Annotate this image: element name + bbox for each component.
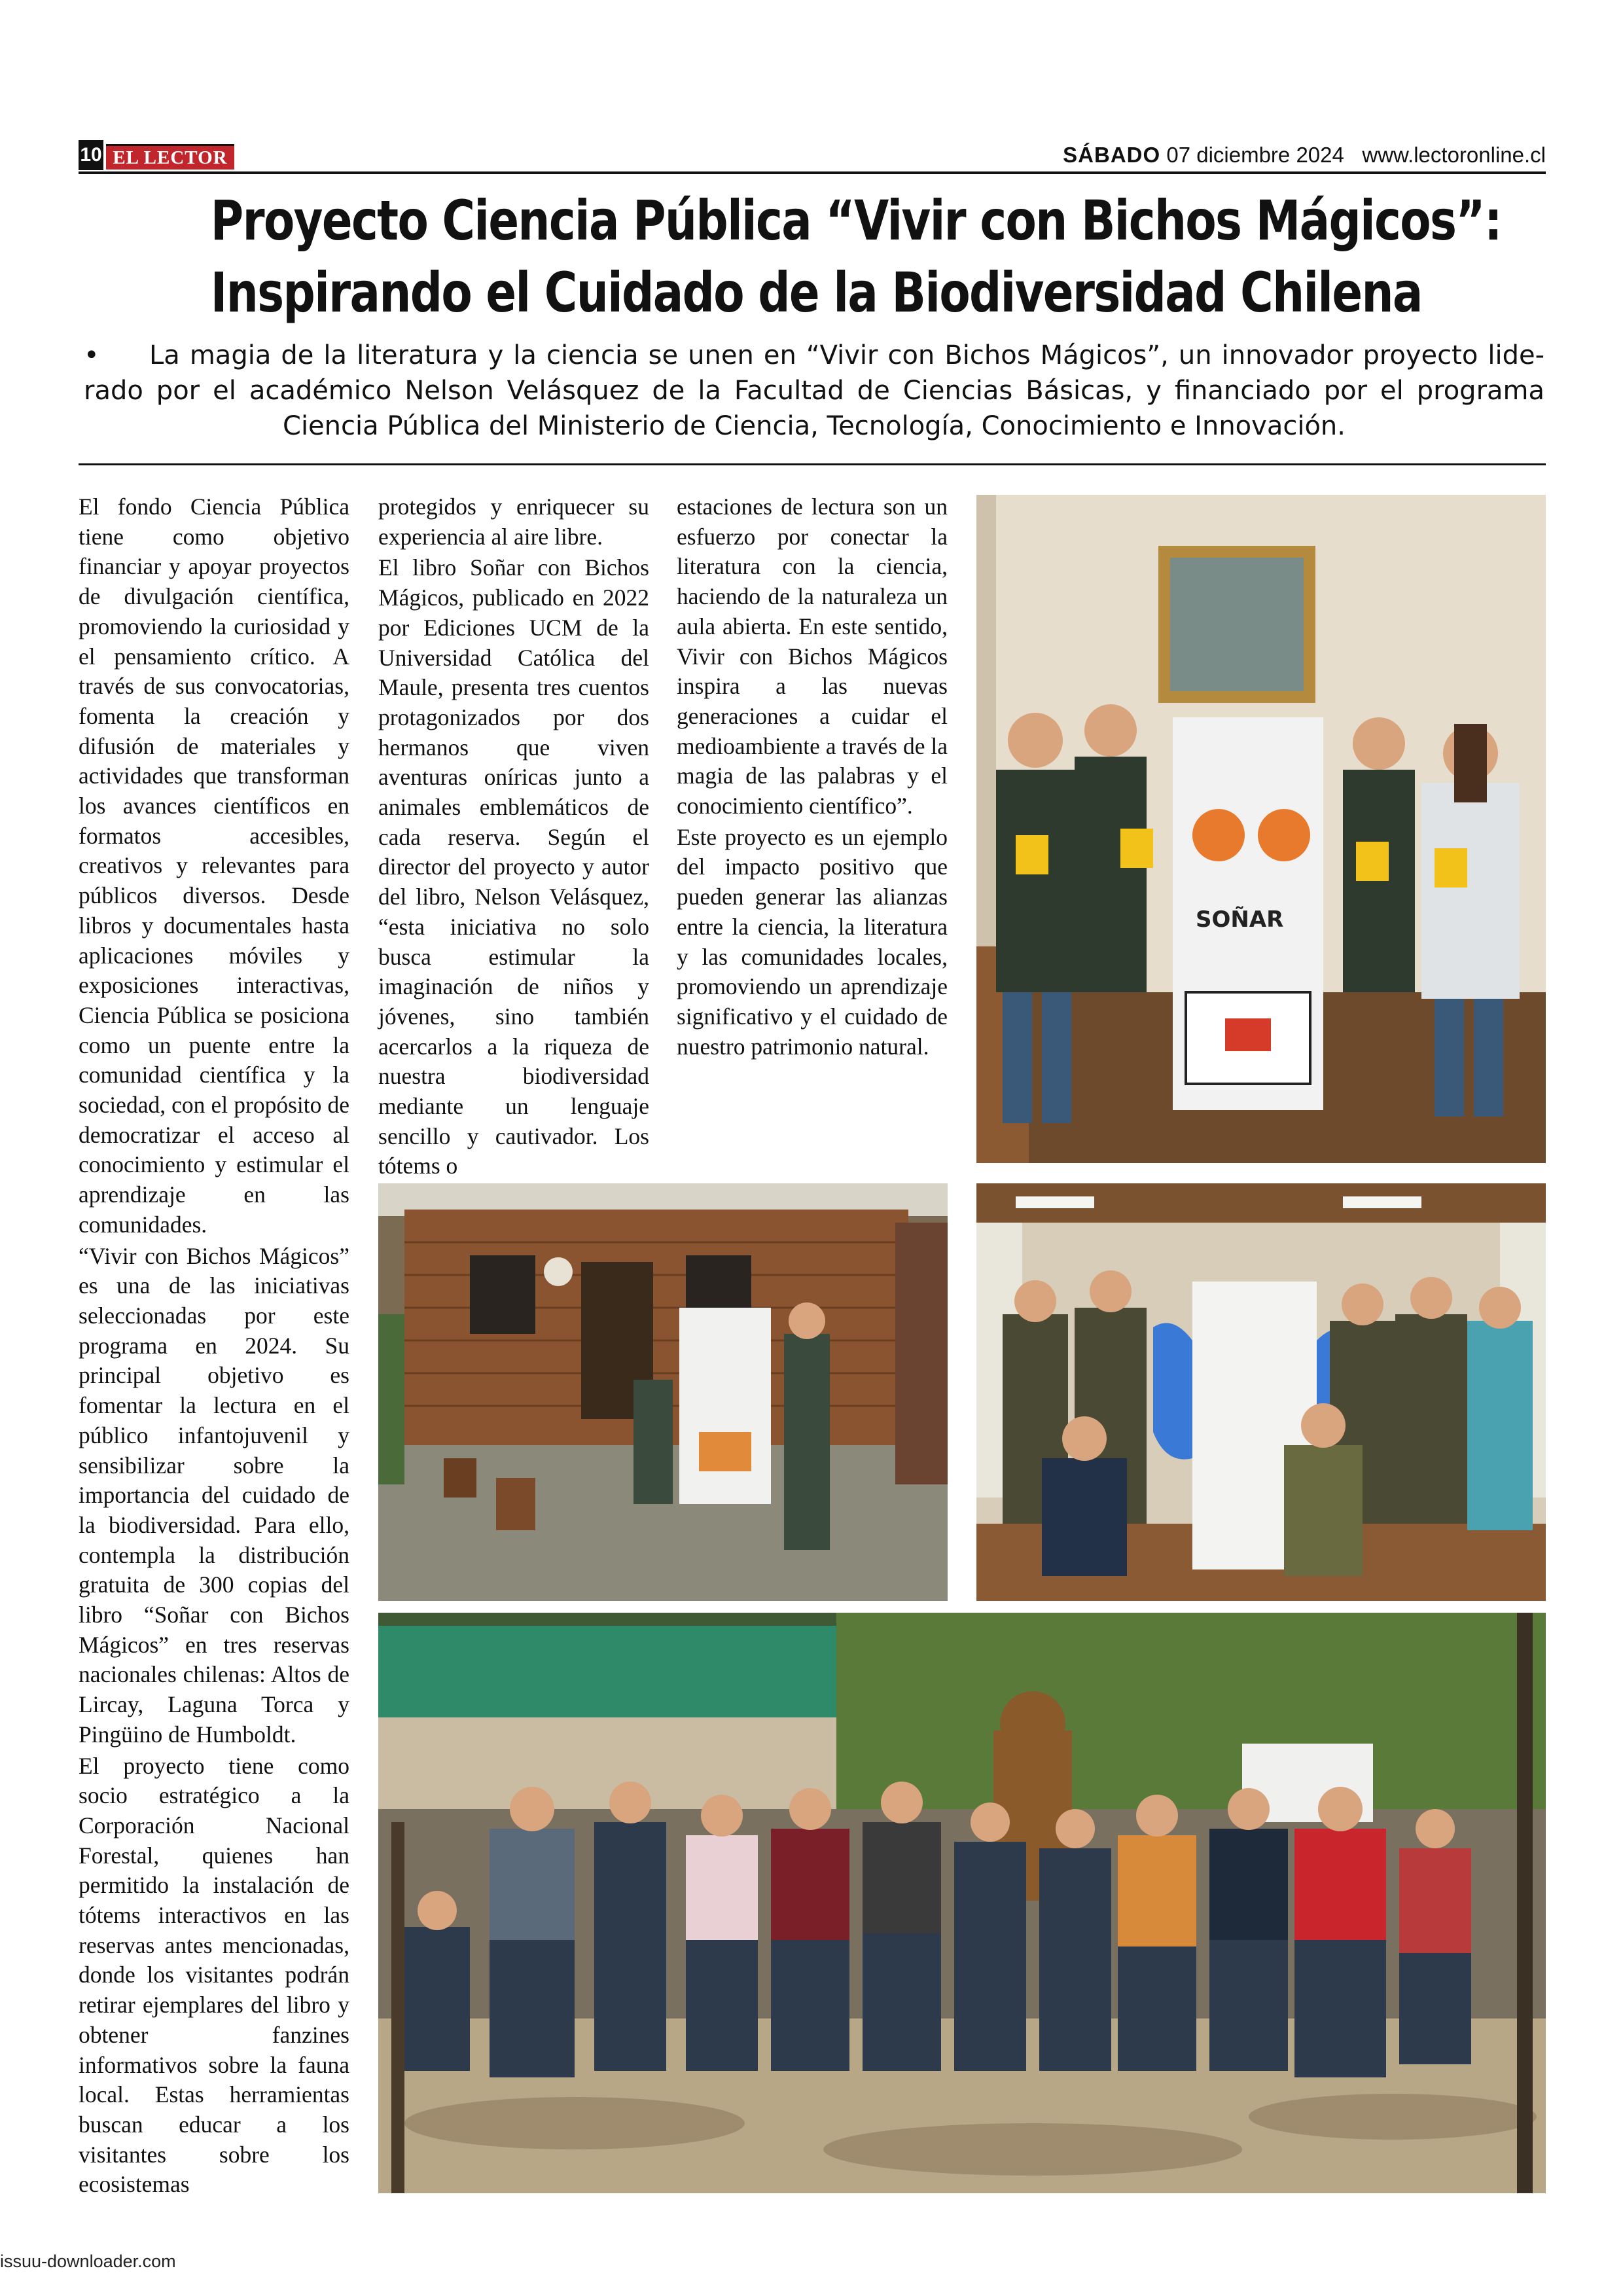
paragraph: Este proyecto es un ejemplo del impacto positivo que pueden generar las alianzas entre la ciencia, la literatura y las comunidades locales, promoviendo un aprendizaje significativo y el cuidado de nuestro patrimonio natural.: [677, 823, 948, 1060]
standfirst-line-2: rado por el académico Nelson Velásquez de la Facultad de Ciencias Básicas, y financiado por el programa: [84, 376, 1544, 406]
body-column-2: [378, 492, 649, 1181]
standfirst-line-1: [84, 338, 1544, 373]
page-number: 10: [79, 140, 103, 170]
photo-wooden-cabin-image: [378, 1183, 948, 1601]
newspaper-logo: EL LECTOR: [106, 144, 234, 170]
paragraph: estaciones de lectura son un esfuerzo por conectar la literatura con la ciencia, haciendo de la naturaleza un aula abierta. En este sentido, Vivir con Bichos Mágicos inspira a las nuevas generaciones a cuidar el medioambiente a través de la magia de las palabras y el conocimiento científico”.: [677, 493, 948, 819]
headline-line-2: Inspirando el Cuidado de la Biodiversidad Chilena: [210, 260, 1422, 325]
body-column-1: [79, 492, 349, 2200]
bullet-icon: •: [84, 340, 99, 370]
source-watermark: issuu-downloader.com: [0, 2251, 176, 2271]
dateline-date: 07 diciembre 2024: [1166, 143, 1344, 167]
paragraph: “Vivir con Bichos Mágicos” es una de las iniciativas seleccionadas por este programa en 2024. Su principal objetivo es fomentar la lectura en el público infantojuvenil y sensibilizar sobre la importancia del cuidado de la biodiversidad. Para ello, contempla la distribución gratuita de 300 copias del libro “Soñar con Bichos Mágicos” en tres reservas nacionales chilenas: Altos de Lircay, Laguna Torca y Pingüino de Humboldt.: [79, 1242, 349, 1748]
photo-rangers-with-totem: [976, 1183, 1546, 1601]
article-headline: [210, 185, 1501, 329]
dateline-day: SÁBADO: [1063, 143, 1161, 167]
dateline: [1063, 140, 1546, 170]
standfirst-line-3: Ciencia Pública del Ministerio de Ciencia, Tecnología, Conocimiento e Innovación.: [283, 411, 1346, 441]
section-rule: [79, 463, 1546, 465]
photo-rangers-with-totem-image: [976, 1183, 1546, 1601]
photo-wooden-cabin: [378, 1183, 948, 1601]
body-column-3: [677, 492, 948, 1062]
standfirst-text-1: La magia de la literatura y la ciencia se unen en “Vivir con Bichos Mágicos”, un innovador proyecto lide-: [149, 340, 1544, 370]
article-standfirst: [84, 338, 1544, 444]
headline-line-1: Proyecto Ciencia Pública “Vivir con Bichos Mágicos”:: [210, 188, 1501, 253]
paragraph: protegidos y enriquecer su experiencia al aire libre.: [378, 493, 649, 550]
dateline-website[interactable]: www.lectoronline.cl: [1362, 143, 1546, 167]
photo-large-group-outdoors: [378, 1613, 1546, 2193]
photo-large-group-outdoors-image: [378, 1613, 1546, 2193]
totem-sign-text: SOÑAR: [1196, 906, 1284, 933]
photo-group-with-totem-image: [976, 495, 1546, 1163]
paragraph: El proyecto tiene como socio estratégico a la Corporación Nacional Forestal, quienes han permitido la instalación de tótems interactivos en las reservas antes mencionadas, donde los visitantes podrán retirar ejemplares del libro y obtener fanzines informativos sobre la fauna local. Estas herramientas buscan educar a los visitantes sobre los ecosistemas: [79, 1752, 349, 2198]
header-rule: [79, 171, 1546, 174]
paragraph: El fondo Ciencia Pública tiene como objetivo financiar y apoyar proyectos de divulgación científica, promoviendo la curiosidad y el pensamiento crítico. A través de sus convocatorias, fomenta la creación y difusión de materiales y actividades que transforman los avances científicos en formatos accesibles, creativos y relevantes para públicos diversos. Desde libros y documentales hasta aplicaciones móviles y exposiciones interactivas, Ciencia Pública se posiciona como un puente entre la comunidad científica y la sociedad, con el propósito de democratizar el acceso al conocimiento y estimular el aprendizaje en las comunidades.: [79, 493, 349, 1238]
photo-group-with-totem: [976, 495, 1546, 1163]
paragraph: El libro Soñar con Bichos Mágicos, publicado en 2022 por Ediciones UCM de la Universidad Católica del Maule, presenta tres cuentos protagonizados por dos hermanos que viven aventuras oníricas junto a animales emblemáticos de cada reserva. Según el director del proyecto y autor del libro, Nelson Velásquez, “esta iniciativa no solo busca estimular la imaginación de niños y jóvenes, sino también acercarlos a la riqueza de nuestra biodiversidad mediante un lenguaje sencillo y cautivador. Los tótems o: [378, 554, 649, 1179]
